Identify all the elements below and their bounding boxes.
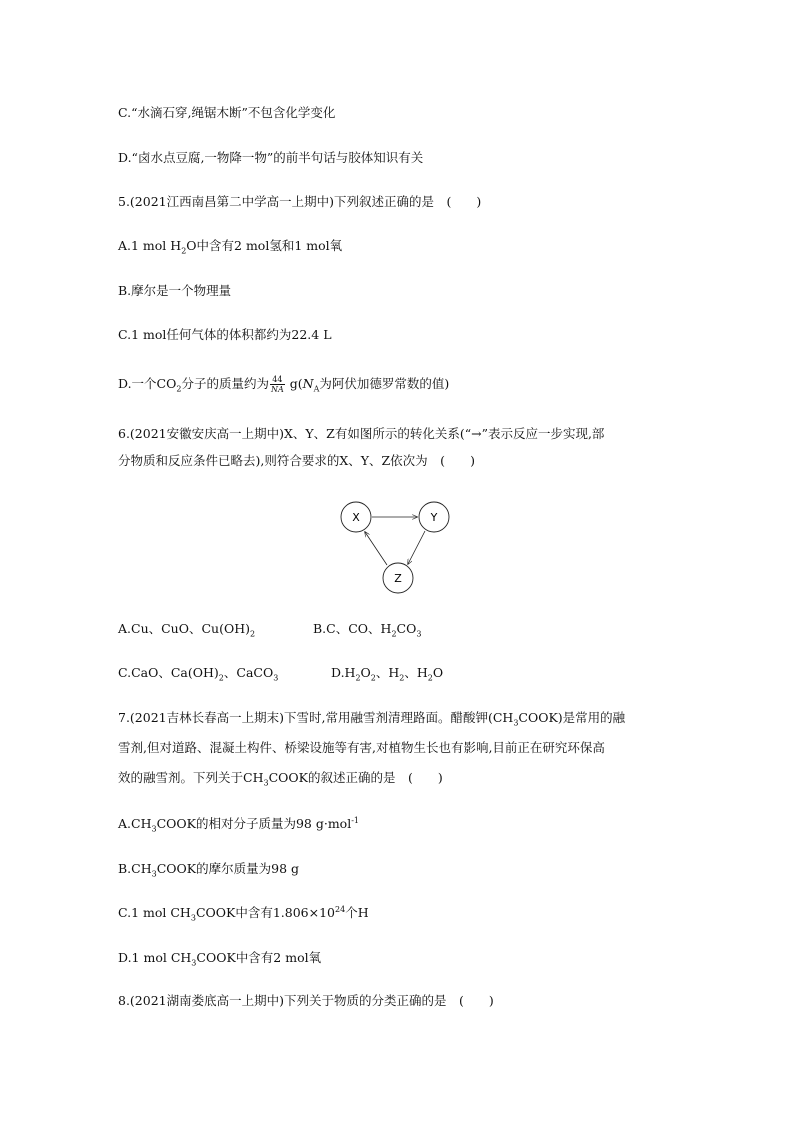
q4-option-c: C.“水滴石穿,绳锯木断”不包含化学变化 (118, 105, 336, 120)
q5-option-d: D.一个$CO_2$分子的质量约为 $\frac{44}{NA}$ $g(N_A$为阿伏加德罗常数的值) (118, 375, 450, 394)
q6-option-a: A.Cu、CuO、$Cu(OH)_2$ (118, 621, 256, 639)
q6-option-b: B.C、CO、$H_2CO_3$ (313, 621, 422, 639)
arrow-z-to-x (365, 532, 387, 565)
node-y-label: Y (430, 511, 438, 524)
fraction-44-over-na: $\frac{44}{NA}$ (270, 375, 284, 394)
arrow-y-to-z (408, 531, 425, 564)
q8-stem: 8.(2021湖南娄底高一上期中)下列关于物质的分类正确的是 ( ) (118, 993, 494, 1008)
q6-stem-line2: 分物质和反应条件已略去),则符合要求的X、Y、Z依次为 ( ) (118, 453, 475, 468)
q6-stem-line1: 6.(2021安徽安庆高一上期中)X、Y、Z有如图所示的转化关系(“→”表示反应一步实现,部 (118, 426, 605, 441)
q5-option-a: A.1 mol $H_2O$中含有2 mol氢和1 mol氧 (118, 238, 343, 256)
conversion-diagram (330, 494, 460, 600)
q7-option-d: D.1 mol $CH_3COOK$中含有2 mol氧 (118, 950, 322, 968)
q5-option-b: B.摩尔是一个物理量 (118, 283, 232, 298)
q6-option-c: C.CaO、$Ca(OH)_2$、CaCO$_3$ (118, 665, 279, 683)
q7-option-a: $A.CH_3COOK$的相对分子质量为98 g·mol$^{-1}$ (118, 815, 359, 834)
q5-option-c: C.1 mol任何气体的体积都约为22.4 L (118, 327, 332, 342)
q7-stem-line2: 雪剂,但对道路、混凝土构件、桥梁设施等有害,对植物生长也有影响,目前正在研究环保高 (118, 740, 605, 755)
q5-stem: 5.(2021江西南昌第二中学高一上期中)下列叙述正确的是 ( ) (118, 194, 482, 209)
q7-stem-line3: 效的融雪剂。下列关于$CH_3COOK$的叙述正确的是 ( ) (118, 770, 443, 788)
q7-option-b: $B.CH_3COOK$的摩尔质量为98 g (118, 861, 299, 879)
q6-option-d: $D.H_2O_2$、$H_2$、$H_2O$ (331, 665, 444, 683)
q7-stem-line1: 7.(2021吉林长春高一上期末)下雪时,常用融雪剂清理路面。醋酸钾$(CH_3COOK)$是常用的融 (118, 710, 626, 728)
node-z-label: Z (394, 572, 402, 585)
q7-option-c: C.1 mol $CH_3COOK$中含有$1.806\times 10^{24}$个H (118, 904, 369, 923)
node-x-label: X (352, 511, 360, 524)
q4-option-d: D.“卤水点豆腐,一物降一物”的前半句话与胶体知识有关 (118, 150, 424, 165)
